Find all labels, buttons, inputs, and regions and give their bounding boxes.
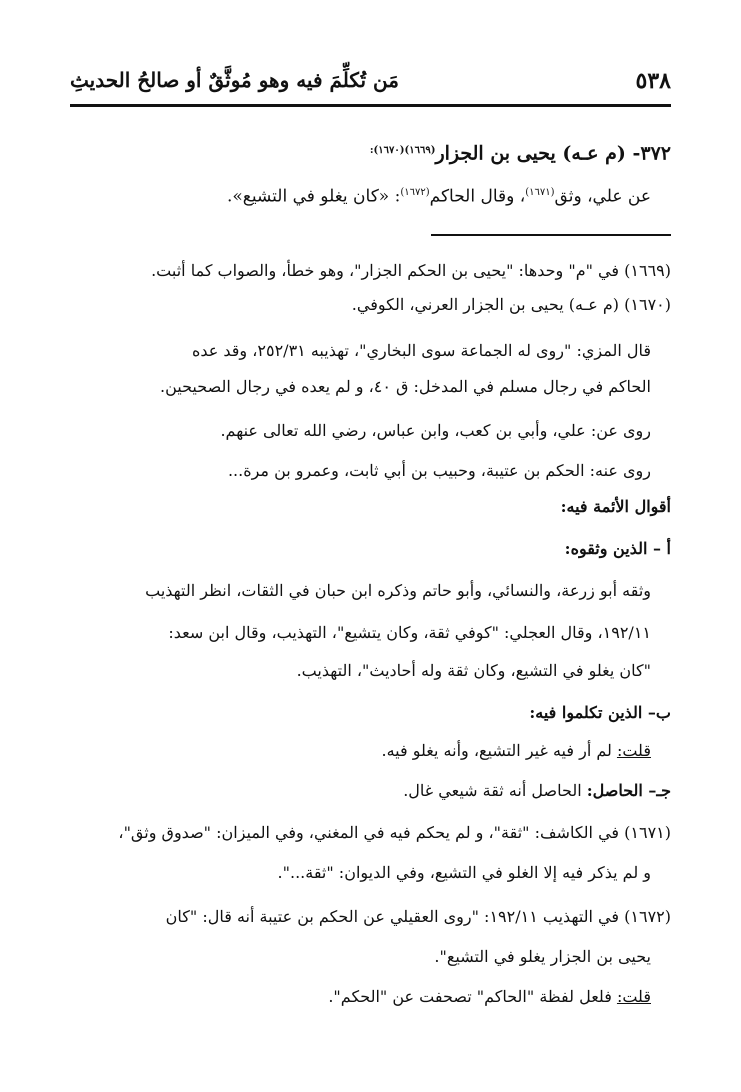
rawa-anhu-line: روى عنه: الحكم بن عتيبة، وحبيب بن أبي ثابت، وعمرو بن مرة... bbox=[227, 461, 651, 480]
final-note-text: فلعل لفظة "الحاكم" تصحفت عن "الحكم". bbox=[328, 987, 617, 1006]
footnote-separator bbox=[431, 234, 671, 236]
page-number: ٥٣٨ bbox=[635, 68, 671, 94]
footnote-1671-line-2: و لم يذكر فيه إلا الغلو في التشيع، وفي الديوان: "ثقة...". bbox=[277, 863, 651, 882]
entry-text-part2: ، وقال الحاكم bbox=[429, 186, 526, 207]
section-a-line-2: ١٩٢/١١، وقال العجلي: "كوفي ثقة، وكان يتشيع"، التهذيب، وقال ابن سعد: bbox=[168, 623, 651, 642]
section-b-text: لم أر فيه غير التشيع، وأنه يغلو فيه. bbox=[381, 741, 617, 760]
mizzi-line-1: قال المزي: "روى له الجماعة سوى البخاري"، تهذيبه ٢٥٢/٣١، وقد عده bbox=[191, 341, 651, 360]
entry-ref-1671: (١٦٧١) bbox=[525, 187, 555, 198]
section-a-heading: أ – الذين وثقوه: bbox=[564, 539, 671, 558]
footnote-1672-line-2: يحيى بن الجزار يغلو في التشيع". bbox=[434, 947, 651, 966]
entry-heading bbox=[70, 138, 671, 167]
section-j-text: الحاصل أنه ثقة شيعي غال. bbox=[403, 781, 587, 800]
footnote-1672-line-1: (١٦٧٢) في التهذيب ١٩٢/١١: "روى العقيلي عن الحكم بن عتيبة أنه قال: "كان bbox=[165, 907, 671, 926]
aqwal-heading: أقوال الأئمة فيه: bbox=[560, 497, 671, 516]
section-b-heading: ب– الذين تكلموا فيه: bbox=[529, 703, 671, 722]
entry-text-part1: عن علي، وثق bbox=[554, 186, 651, 207]
rawa-an-line: روى عن: علي، وأبي بن كعب، وابن عباس، رضي الله تعالى عنهم. bbox=[220, 421, 651, 440]
section-a-line-1: وثقه أبو زرعة، والنسائي، وأبو حاتم وذكره ابن حبان في الثقات، انظر التهذيب bbox=[145, 581, 651, 600]
running-title: مَن تُكلِّمَ فيه وهو مُوثَّقٌ أو صالحُ الحديثِ bbox=[70, 68, 399, 92]
footnote-1669: (١٦٦٩) في "م" وحدها: "يحيى بن الحكم الجزار"، وهو خطأ، والصواب كما أثبت. bbox=[151, 261, 671, 280]
section-j-line bbox=[70, 778, 671, 804]
section-a-line-3: "كان يغلو في التشيع، وكان ثقة وله أحاديث"، التهذيب. bbox=[296, 661, 651, 680]
entry-text bbox=[70, 180, 651, 210]
footnote-1671-line-1: (١٦٧١) في الكاشف: "ثقة"، و لم يحكم فيه في المغني، وفي الميزان: "صدوق وثق"، bbox=[118, 823, 671, 842]
final-note-label: قلت: bbox=[616, 987, 651, 1006]
entry-text-part3: : «كان يغلو في التشيع». bbox=[227, 186, 401, 207]
entry-heading-text: ٣٧٢- (م عـه) يحيى بن الجزار bbox=[435, 142, 671, 165]
footnote-1670: (١٦٧٠) (م عـه) يحيى بن الجزار العرني، الكوفي. bbox=[351, 295, 671, 314]
header-rule bbox=[70, 104, 671, 107]
entry-ref-1672: (١٦٧٢) bbox=[400, 187, 430, 198]
section-b-line bbox=[70, 738, 651, 764]
entry-heading-refs: (١٦٦٩)(١٦٧٠): bbox=[369, 145, 436, 156]
mizzi-line-2: الحاكم في رجال مسلم في المدخل: ق ٤٠، و لم يعده في رجال الصحيحين. bbox=[160, 377, 651, 396]
section-b-label: قلت: bbox=[616, 741, 651, 760]
section-j-label: جـ– الحاصل: bbox=[586, 781, 671, 800]
final-note-line bbox=[70, 984, 651, 1010]
page-header bbox=[70, 64, 671, 100]
